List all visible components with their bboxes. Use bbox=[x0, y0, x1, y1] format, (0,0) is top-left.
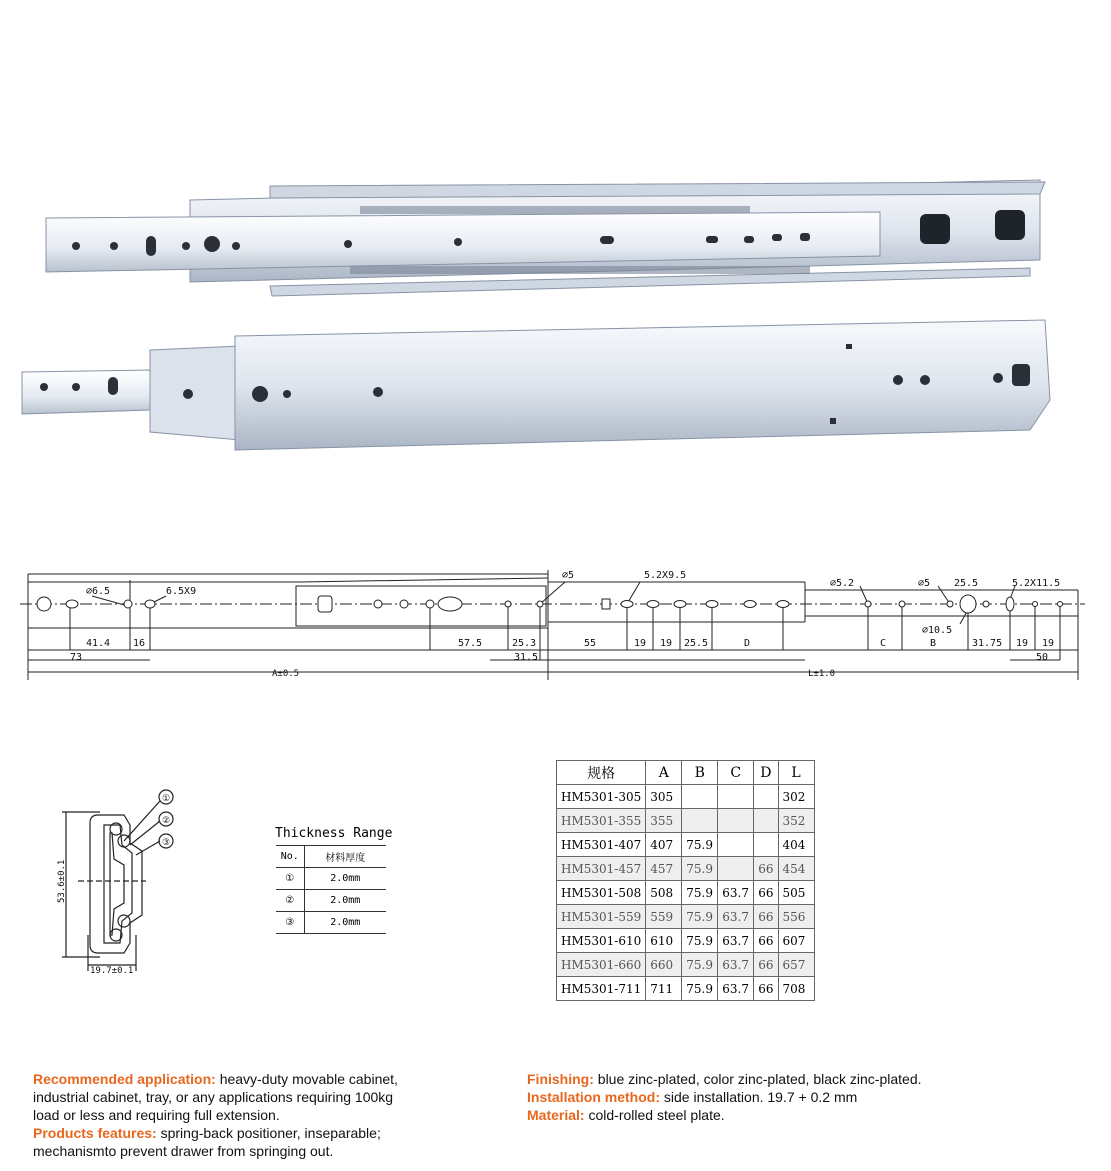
dim-label: 16 bbox=[133, 638, 146, 649]
width-label: 19.7±0.1 bbox=[90, 966, 134, 976]
technical-drawing bbox=[0, 560, 1111, 685]
spec-cell: 711 bbox=[646, 977, 682, 1001]
thickness-no: ③ bbox=[276, 912, 304, 934]
table-row bbox=[557, 905, 815, 929]
spec-cell: 66 bbox=[754, 905, 778, 929]
spec-header: D bbox=[754, 761, 778, 785]
spec-cell: 66 bbox=[754, 977, 778, 1001]
dim-label: 31.5 bbox=[514, 652, 539, 663]
slide-extended bbox=[46, 180, 1045, 296]
spec-cell bbox=[754, 833, 778, 857]
finishing-text: blue zinc-plated, color zinc-plated, black zinc-plated. bbox=[593, 1071, 922, 1087]
spec-cell: 63.7 bbox=[718, 881, 754, 905]
application-text-line: load or less and requiring full extension. bbox=[33, 1107, 280, 1123]
description-left bbox=[33, 1070, 503, 1160]
marker-1: ① bbox=[162, 794, 171, 804]
spec-cell: 66 bbox=[754, 929, 778, 953]
dim-label: 19 bbox=[1016, 638, 1029, 649]
marker-3: ③ bbox=[162, 838, 171, 848]
spec-cell bbox=[718, 809, 754, 833]
dim-top-label: ⌀6.5 bbox=[86, 586, 111, 597]
spec-cell: 657 bbox=[778, 953, 814, 977]
spec-cell: 355 bbox=[646, 809, 682, 833]
dim-top-label: ⌀5 bbox=[562, 570, 575, 581]
thickness-head-no: No. bbox=[276, 846, 304, 868]
table-row bbox=[557, 881, 815, 905]
dim-label: 31.75 bbox=[972, 638, 1003, 649]
spec-cell: HM5301-508 bbox=[557, 881, 646, 905]
spec-cell: 508 bbox=[646, 881, 682, 905]
spec-cell: HM5301-711 bbox=[557, 977, 646, 1001]
dim-top-label: ⌀5.2 bbox=[830, 578, 855, 589]
table-row bbox=[557, 833, 815, 857]
dim-label: 55 bbox=[584, 638, 597, 649]
spec-cell: HM5301-407 bbox=[557, 833, 646, 857]
table-row bbox=[557, 953, 815, 977]
cross-section-drawing bbox=[50, 785, 190, 985]
dim-overall-l: L±1.0 bbox=[808, 669, 836, 679]
spec-cell bbox=[718, 857, 754, 881]
dim-label: C bbox=[880, 638, 887, 649]
dim-label: 73 bbox=[70, 652, 83, 663]
spec-cell: HM5301-355 bbox=[557, 809, 646, 833]
table-row bbox=[557, 809, 815, 833]
dim-label: D bbox=[744, 638, 751, 649]
spec-cell: HM5301-305 bbox=[557, 785, 646, 809]
spec-cell: 559 bbox=[646, 905, 682, 929]
spec-cell: 556 bbox=[778, 905, 814, 929]
spec-table bbox=[556, 760, 815, 1001]
table-row bbox=[557, 977, 815, 1001]
table-row bbox=[557, 929, 815, 953]
thickness-value: 2.0mm bbox=[304, 868, 386, 890]
dim-top-label: 5.2X11.5 bbox=[1012, 578, 1061, 589]
thickness-table bbox=[276, 845, 386, 934]
spec-cell bbox=[682, 809, 718, 833]
spec-cell: 75.9 bbox=[682, 857, 718, 881]
spec-header-row bbox=[557, 761, 815, 785]
spec-cell bbox=[754, 809, 778, 833]
features-text: spring-back positioner, inseparable; bbox=[156, 1125, 381, 1141]
spec-header: B bbox=[682, 761, 718, 785]
spec-cell bbox=[718, 785, 754, 809]
spec-cell: 404 bbox=[778, 833, 814, 857]
spec-cell: 660 bbox=[646, 953, 682, 977]
spec-cell: 75.9 bbox=[682, 833, 718, 857]
dim-label: 25.3 bbox=[512, 638, 537, 649]
thickness-no: ② bbox=[276, 890, 304, 912]
table-row bbox=[557, 857, 815, 881]
dim-label: 19 bbox=[660, 638, 673, 649]
spec-cell: 66 bbox=[754, 953, 778, 977]
thickness-title: Thickness Range bbox=[275, 826, 393, 841]
description-right bbox=[527, 1070, 1087, 1124]
installation-label: Installation method: bbox=[527, 1089, 660, 1105]
application-text-line: industrial cabinet, tray, or any applications requiring 100kg bbox=[33, 1089, 394, 1105]
spec-header: L bbox=[778, 761, 814, 785]
spec-cell: 352 bbox=[778, 809, 814, 833]
dim-top-label: 25.5 bbox=[954, 578, 979, 589]
spec-cell: 708 bbox=[778, 977, 814, 1001]
spec-cell: 66 bbox=[754, 881, 778, 905]
spec-cell: HM5301-457 bbox=[557, 857, 646, 881]
spec-cell: 63.7 bbox=[718, 953, 754, 977]
dim-label: B bbox=[930, 638, 937, 649]
spec-cell: 75.9 bbox=[682, 929, 718, 953]
spec-header: C bbox=[718, 761, 754, 785]
dim-top-label: 5.2X9.5 bbox=[644, 570, 687, 581]
spec-cell: 75.9 bbox=[682, 953, 718, 977]
spec-header: A bbox=[646, 761, 682, 785]
dim-top-label: 6.5X9 bbox=[166, 586, 197, 597]
spec-cell: HM5301-559 bbox=[557, 905, 646, 929]
marker-2: ② bbox=[162, 816, 171, 826]
material-label: Material: bbox=[527, 1107, 585, 1123]
features-label: Products features: bbox=[33, 1125, 157, 1141]
slide-closed bbox=[22, 320, 1050, 450]
spec-cell: 63.7 bbox=[718, 905, 754, 929]
application-text: heavy-duty movable cabinet, bbox=[215, 1071, 398, 1087]
product-photo bbox=[0, 0, 1111, 480]
dim-label: 25.5 bbox=[684, 638, 709, 649]
spec-cell: 610 bbox=[646, 929, 682, 953]
spec-cell: 457 bbox=[646, 857, 682, 881]
spec-cell: 454 bbox=[778, 857, 814, 881]
dim-overall-a: A±0.5 bbox=[272, 669, 300, 679]
dim-label: 19 bbox=[634, 638, 647, 649]
spec-cell: 607 bbox=[778, 929, 814, 953]
thickness-no: ① bbox=[276, 868, 304, 890]
spec-header: 规格 bbox=[557, 761, 646, 785]
spec-cell bbox=[718, 833, 754, 857]
spec-cell: 75.9 bbox=[682, 881, 718, 905]
spec-cell: 63.7 bbox=[718, 929, 754, 953]
thickness-value: 2.0mm bbox=[304, 890, 386, 912]
spec-cell: 75.9 bbox=[682, 977, 718, 1001]
material-text: cold-rolled steel plate. bbox=[584, 1107, 725, 1123]
finishing-label: Finishing: bbox=[527, 1071, 594, 1087]
spec-cell: HM5301-660 bbox=[557, 953, 646, 977]
spec-cell: 505 bbox=[778, 881, 814, 905]
application-label: Recommended application: bbox=[33, 1071, 216, 1087]
installation-text: side installation. 19.7 + 0.2 mm bbox=[660, 1089, 858, 1105]
spec-cell bbox=[682, 785, 718, 809]
features-text-line: mechanismto prevent drawer from springing out. bbox=[33, 1143, 334, 1159]
spec-cell: 305 bbox=[646, 785, 682, 809]
dim-label: 19 bbox=[1042, 638, 1055, 649]
spec-cell: 66 bbox=[754, 857, 778, 881]
spec-cell: 302 bbox=[778, 785, 814, 809]
spec-cell bbox=[754, 785, 778, 809]
spec-cell: 63.7 bbox=[718, 977, 754, 1001]
dim-label: 41.4 bbox=[86, 638, 111, 649]
thickness-value: 2.0mm bbox=[304, 912, 386, 934]
dim-label: 57.5 bbox=[458, 638, 483, 649]
dim-top-label: ⌀5 bbox=[918, 578, 931, 589]
table-row bbox=[557, 785, 815, 809]
spec-cell: 75.9 bbox=[682, 905, 718, 929]
dim-label: 50 bbox=[1036, 652, 1049, 663]
spec-cell: 407 bbox=[646, 833, 682, 857]
height-label: 53.6±0.1 bbox=[57, 859, 67, 903]
dim-hole-label: ⌀10.5 bbox=[922, 625, 953, 636]
spec-cell: HM5301-610 bbox=[557, 929, 646, 953]
thickness-head-value: 材料厚度 bbox=[304, 846, 386, 868]
